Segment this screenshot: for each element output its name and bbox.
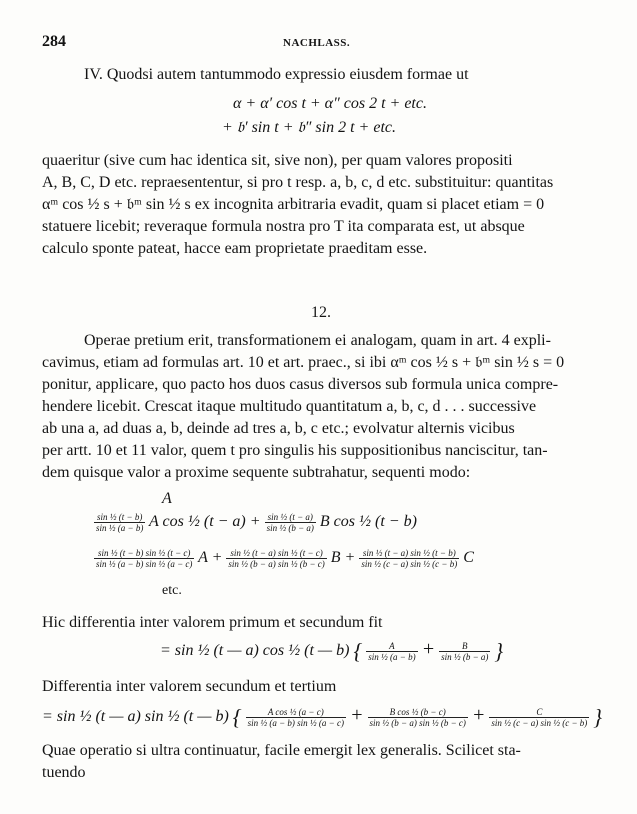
fraction-denominator: sin ½ (b − a) sin ½ (b − c) <box>369 717 466 728</box>
fraction-numerator: A <box>366 641 417 652</box>
text-line: per artt. 10 et 11 valor, quem t pro singulis his suppositionibus nanciscitur, tan- <box>42 442 548 459</box>
formula-lhs: = sin ½ (t — a) sin ½ (t — b) <box>42 708 229 725</box>
text-line: A, B, C, D etc. repraesententur, si pro t resp. a, b, c, d etc. substituitur: quantitas <box>42 174 554 191</box>
term: A + <box>198 549 223 567</box>
fraction-denominator: sin ½ (c − a) sin ½ (c − b) <box>491 717 588 728</box>
fraction-numerator: sin ½ (t − a) sin ½ (t − b) <box>359 548 459 559</box>
running-title: NACHLASS. <box>283 37 351 49</box>
text-line: Operae pretium erit, transformationem ei analogam, quam in art. 4 expli- <box>84 332 551 349</box>
fraction-numerator: sin ½ (t − b) <box>94 512 145 523</box>
fraction-numerator: B cos ½ (b − c) <box>368 707 468 718</box>
term: B cos ½ (t − b) <box>319 513 417 531</box>
fraction-numerator: B <box>439 641 490 652</box>
brace: { <box>353 638 363 664</box>
section-number: 12. <box>311 304 331 321</box>
para-iv-lead: IV. Quodsi autem tantummodo expressio eiusdem formae ut <box>84 66 469 83</box>
fraction-denominator: sin ½ (a − b) sin ½ (a − c) <box>96 559 193 569</box>
display-a: A <box>162 490 172 507</box>
display-row-2 <box>94 512 417 533</box>
fraction-denominator: sin ½ (a − b) sin ½ (a − c) <box>247 717 344 728</box>
diff2-formula <box>42 704 602 730</box>
text-line: statuere licebit; reveraque formula nostra pro T ita comparata est, ut absque <box>42 218 525 235</box>
text-line: tuendo <box>42 764 86 781</box>
diff1-text: Hic differentia inter valorem primum et secundum fit <box>42 614 383 631</box>
fraction-denominator: sin ½ (b − a) <box>266 523 314 533</box>
formula-1-line1: α + α′ cos t + α″ cos 2 t + etc. <box>233 95 427 112</box>
text-line: quaeritur (sive cum hac identica sit, sive non), per quam valores propositi <box>42 152 513 169</box>
brace: { <box>232 704 242 730</box>
fraction-denominator: sin ½ (b − a) <box>441 651 489 662</box>
text-line: Quae operatio si ultra continuatur, facile emergit lex generalis. Scilicet sta- <box>42 742 521 759</box>
fraction-denominator: sin ½ (c − a) sin ½ (c − b) <box>361 559 458 569</box>
plus-sign: + <box>421 638 436 660</box>
text-line: ponitur, applicare, quo pacto hos duos casus diversos sub formula unica compre- <box>42 376 559 393</box>
fraction-denominator: sin ½ (a − b) <box>96 523 144 533</box>
closing-paragraph <box>42 740 521 784</box>
plus-sign: + <box>471 704 486 726</box>
fraction-numerator: sin ½ (t − b) sin ½ (t − c) <box>94 548 194 559</box>
brace: } <box>494 638 504 664</box>
brace: } <box>593 704 603 730</box>
text-line: cavimus, etiam ad formulas art. 10 et art. praec., si ibi αᵐ cos ½ s + 𝔟ᵐ sin ½ s = 0 <box>42 354 565 371</box>
fraction-denominator: sin ½ (a − b) <box>368 651 416 662</box>
text-line: dem quisque valor a proxime sequente subtrahatur, sequenti modo: <box>42 464 471 481</box>
page-number: 284 <box>42 33 66 50</box>
diff1-formula <box>160 638 503 664</box>
para-12 <box>42 330 608 484</box>
diff2-text: Differentia inter valorem secundum et tertium <box>42 678 337 695</box>
fraction-numerator: sin ½ (t − a) <box>265 512 316 523</box>
plus-sign: + <box>350 704 364 726</box>
text-line: hendere licebit. Crescat itaque multitudo quantitatum a, b, c, d . . . successive <box>42 398 537 415</box>
fraction-numerator: C <box>489 707 589 718</box>
term: B + <box>330 549 356 567</box>
formula-lhs: = sin ½ (t — a) cos ½ (t — b) <box>160 642 350 659</box>
display-etc: etc. <box>162 583 182 598</box>
fraction-denominator: sin ½ (b − a) sin ½ (b − c) <box>228 559 325 569</box>
text-line: calculo sponte pateat, hacce eam proprietate praeditam esse. <box>42 240 428 257</box>
fraction-numerator: A cos ½ (a − c) <box>246 707 346 718</box>
display-row-3 <box>94 548 474 569</box>
text-line: ab una a, ad duas a, b, deinde ad tres a, b, c etc.; evolvatur alternis vicibus <box>42 420 515 437</box>
para-iv-body <box>42 150 602 260</box>
fraction-numerator: sin ½ (t − a) sin ½ (t − c) <box>226 548 326 559</box>
text-line: αᵐ cos ½ s + 𝔟ᵐ sin ½ s ex incognita arbitraria evadit, quam si placet etiam = 0 <box>42 196 545 213</box>
formula-1-line2: + 𝔟′ sin t + 𝔟″ sin 2 t + etc. <box>222 119 396 136</box>
term: C <box>463 549 474 567</box>
term: A cos ½ (t − a) + <box>149 513 261 531</box>
